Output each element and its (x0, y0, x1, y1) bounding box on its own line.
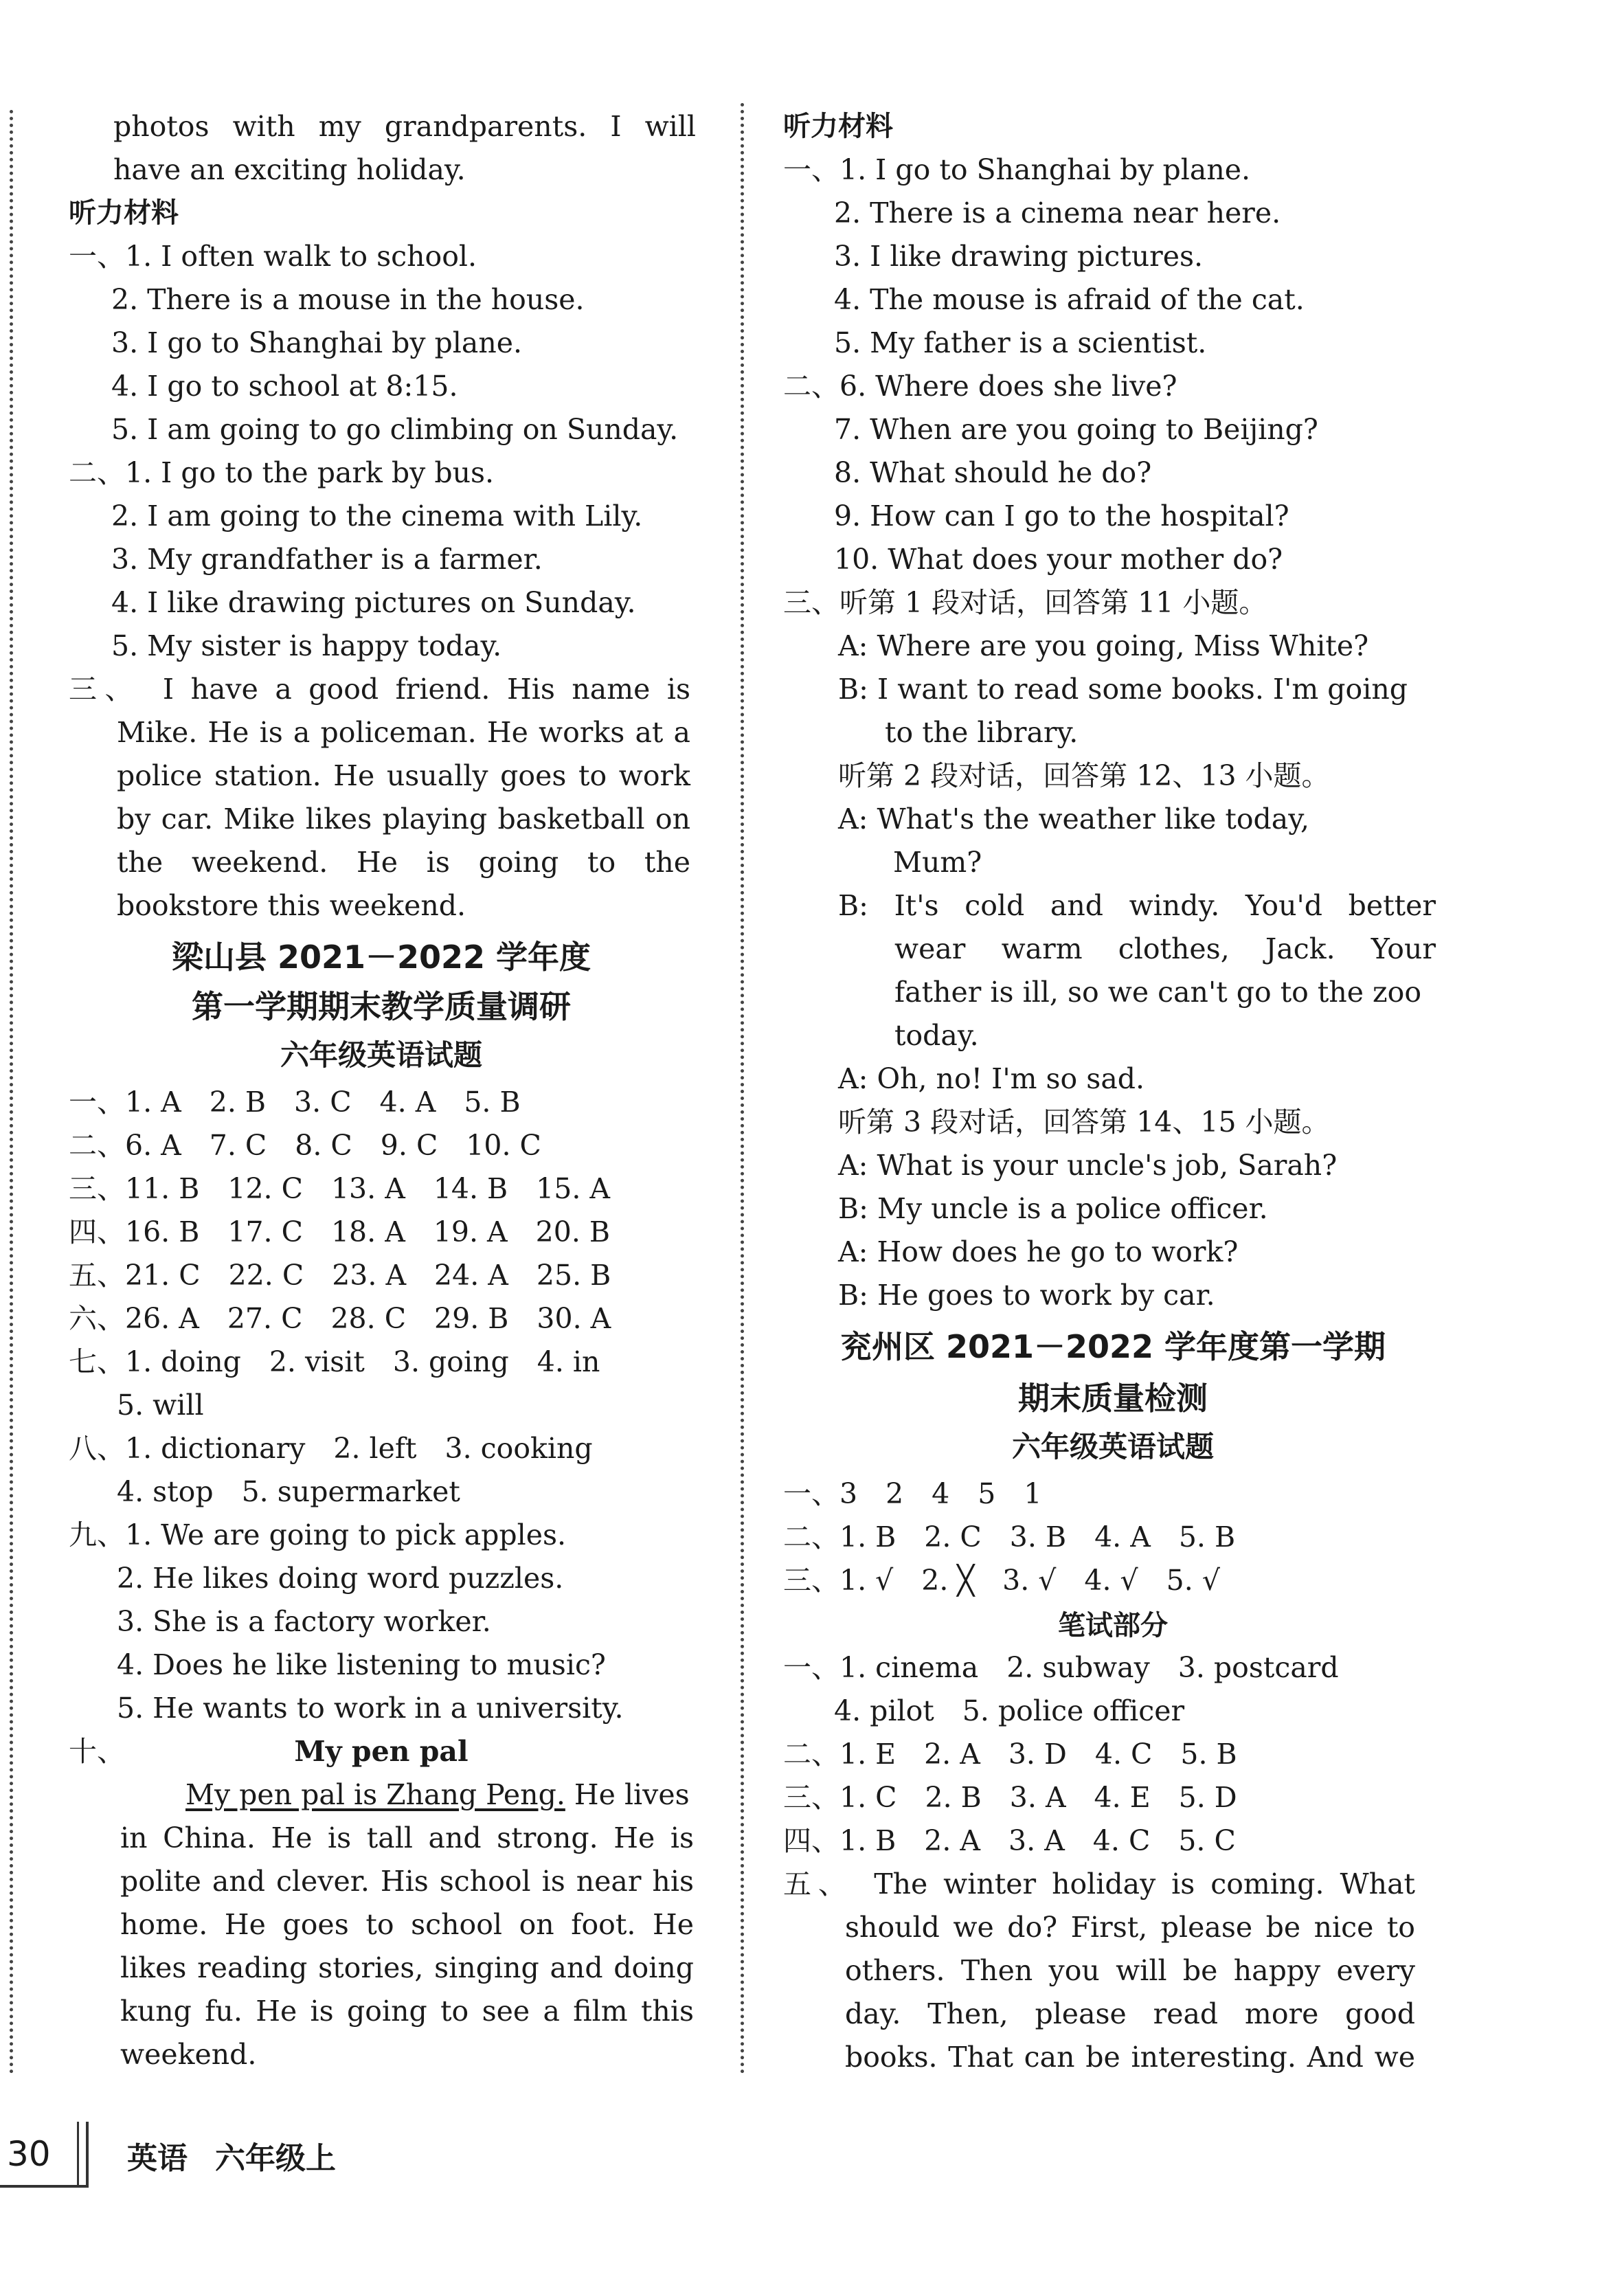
text-line: 2. There is a mouse in the house. (111, 283, 585, 316)
answer-line: 一、1. cinema 2. subway 3. postcard (783, 1651, 1339, 1684)
text-line: 三、听第 1 段对话，回答第 11 小题。 (783, 586, 1267, 619)
answer-line: 四、16. B 17. C 18. A 19. A 20. B (69, 1215, 611, 1248)
answer-line: 七、1. doing 2. visit 3. going 4. in (69, 1345, 600, 1378)
dialogue-line: B: It's cold and windy. You'd better (838, 889, 1436, 922)
text-line: 听第 3 段对话，回答第 14、15 小题。 (838, 1106, 1330, 1138)
section-heading: 笔试部分 (1058, 1610, 1168, 1641)
essay-line: should we do? First, please be nice to (845, 1911, 1415, 1944)
footer-label (127, 2138, 336, 2179)
dialogue-line: B: My uncle is a police officer. (838, 1192, 1268, 1225)
answer-line: 一、3 2 4 5 1 (783, 1477, 1042, 1510)
dialogue-line: today. (894, 1019, 979, 1052)
text-line: 二、1. I go to the park by bus. (69, 456, 495, 489)
text-line: 2. There is a cinema near here. (834, 197, 1281, 229)
text-line: 3. I like drawing pictures. (834, 240, 1204, 273)
text-line: police station. He usually goes to work (117, 759, 690, 792)
text-line: 二、6. Where does she live? (783, 370, 1177, 403)
essay-line: books. That can be interesting. And we (845, 2041, 1415, 2074)
text-line: 4. I go to school at 8:15. (111, 370, 458, 403)
answer-line: 八、1. dictionary 2. left 3. cooking (69, 1432, 593, 1465)
dialogue-line: B: I want to read some books. I'm going (838, 673, 1408, 706)
answer-line: 二、6. A 7. C 8. C 9. C 10. C (69, 1129, 541, 1162)
text-line: 听第 2 段对话，回答第 12、13 小题。 (838, 759, 1330, 792)
text-line: 7. When are you going to Beijing? (834, 413, 1318, 446)
answer-line: 3. She is a factory worker. (117, 1605, 491, 1638)
dialogue-line: to the library. (885, 716, 1079, 749)
text-line: 4. I like drawing pictures on Sunday. (111, 586, 636, 619)
footer-grade: 六年级上 (215, 2141, 336, 2176)
dialogue-line: B: He goes to work by car. (838, 1279, 1215, 1312)
text-line: 2. I am going to the cinema with Lily. (111, 500, 643, 532)
essay-line: others. Then you will be happy every (845, 1954, 1415, 1987)
text-line: 一、1. I often walk to school. (69, 240, 477, 273)
text-line: Mike. He is a policeman. He works at a (117, 716, 690, 749)
answer-line: 六、26. A 27. C 28. C 29. B 30. A (69, 1302, 611, 1335)
text-line: photos with my grandparents. I will (113, 110, 696, 143)
text-line: have an exciting holiday. (113, 153, 466, 186)
text-line: 3. I go to Shanghai by plane. (111, 326, 523, 359)
text-line: 5. My sister is happy today. (111, 629, 502, 662)
text-span: He lives (565, 1778, 690, 1811)
page-number-box-edge (77, 2122, 89, 2185)
dialogue-line: Mum? (893, 846, 982, 879)
underlined-sentence: My pen pal is Zhang Peng. (185, 1778, 565, 1811)
text-line: the weekend. He is going to the (117, 846, 690, 879)
essay-line: 五、 The winter holiday is coming. What (783, 1867, 1415, 1900)
text-line: 5. I am going to go climbing on Sunday. (111, 413, 679, 446)
page-number: 30 (7, 2134, 51, 2174)
dialogue-line: A: What's the weather like today, (838, 803, 1309, 835)
dialogue-line: father is ill, so we can't go to the zoo (894, 976, 1422, 1009)
dialogue-line: A: Oh, no! I'm so sad. (838, 1062, 1145, 1095)
answer-line: 4. stop 5. supermarket (117, 1475, 460, 1508)
text-line: 3. My grandfather is a farmer. (111, 543, 543, 576)
essay-line: likes reading stories, singing and doing (120, 1951, 694, 1984)
answer-line: 2. He likes doing word puzzles. (117, 1562, 564, 1595)
answer-line: 二、1. E 2. A 3. D 4. C 5. B (783, 1738, 1237, 1771)
dialogue-line: A: How does he go to work? (838, 1235, 1239, 1268)
exam-subtitle: 六年级英语试题 (280, 1038, 482, 1072)
exam-subtitle: 六年级英语试题 (1011, 1430, 1214, 1463)
essay-line: day. Then, please read more good (845, 1997, 1415, 2030)
answer-line: 三、1. √ 2. ╳ 3. √ 4. √ 5. √ (783, 1564, 1220, 1597)
essay-line: kung fu. He is going to see a film this (120, 1995, 694, 2028)
answer-line: 五、21. C 22. C 23. A 24. A 25. B (69, 1259, 611, 1292)
essay-line (185, 1773, 824, 1817)
answer-line: 4. Does he like listening to music? (117, 1648, 606, 1681)
essay-line: home. He goes to school on foot. He (120, 1908, 694, 1941)
essay-title: My pen pal (294, 1735, 469, 1768)
text-line: 10. What does your mother do? (834, 543, 1283, 576)
exam-title: 兖州区 2021－2022 学年度第一学期 (839, 1328, 1386, 1365)
dialogue-line: wear warm clothes, Jack. Your (894, 932, 1436, 965)
section-heading: 听力材料 (69, 197, 179, 229)
exam-title: 梁山县 2021－2022 学年度 (171, 939, 591, 976)
answer-line: 三、11. B 12. C 13. A 14. B 15. A (69, 1172, 611, 1205)
text-line: 4. The mouse is afraid of the cat. (834, 283, 1305, 316)
text-line: 5. My father is a scientist. (834, 326, 1207, 359)
text-line: 三、 I have a good friend. His name is (69, 673, 690, 706)
text-line: by car. Mike likes playing basketball on (117, 803, 690, 835)
exam-title-line2: 第一学期期末教学质量调研 (192, 988, 571, 1025)
answer-line: 一、1. A 2. B 3. C 4. A 5. B (69, 1086, 521, 1119)
answer-line: 5. will (117, 1389, 204, 1422)
essay-line: polite and clever. His school is near his (120, 1865, 694, 1898)
exam-title-line2: 期末质量检测 (1018, 1380, 1208, 1417)
text-line: 9. How can I go to the hospital? (834, 500, 1289, 532)
text-line: 8. What should he do? (834, 456, 1152, 489)
essay-line: weekend. (120, 2038, 257, 2071)
answer-line: 4. pilot 5. police officer (834, 1694, 1185, 1727)
dialogue-line: A: What is your uncle's job, Sarah? (838, 1149, 1338, 1182)
answer-line: 三、1. C 2. B 3. A 4. E 5. D (783, 1781, 1237, 1814)
answer-line: 十、 (69, 1735, 125, 1768)
section-heading: 听力材料 (783, 111, 893, 142)
dialogue-line: A: Where are you going, Miss White? (838, 629, 1369, 662)
footer-subject: 英语 (127, 2141, 188, 2176)
essay-line: in China. He is tall and strong. He is (120, 1821, 694, 1854)
left-margin-dotted-line (10, 110, 13, 2075)
answer-line: 四、1. B 2. A 3. A 4. C 5. C (783, 1824, 1236, 1857)
text-line: bookstore this weekend. (117, 889, 466, 922)
answer-line: 九、1. We are going to pick apples. (69, 1518, 567, 1551)
answer-line: 5. He wants to work in a university. (117, 1692, 624, 1725)
text-line: 一、1. I go to Shanghai by plane. (783, 153, 1251, 186)
answer-line: 二、1. B 2. C 3. B 4. A 5. B (783, 1521, 1236, 1553)
